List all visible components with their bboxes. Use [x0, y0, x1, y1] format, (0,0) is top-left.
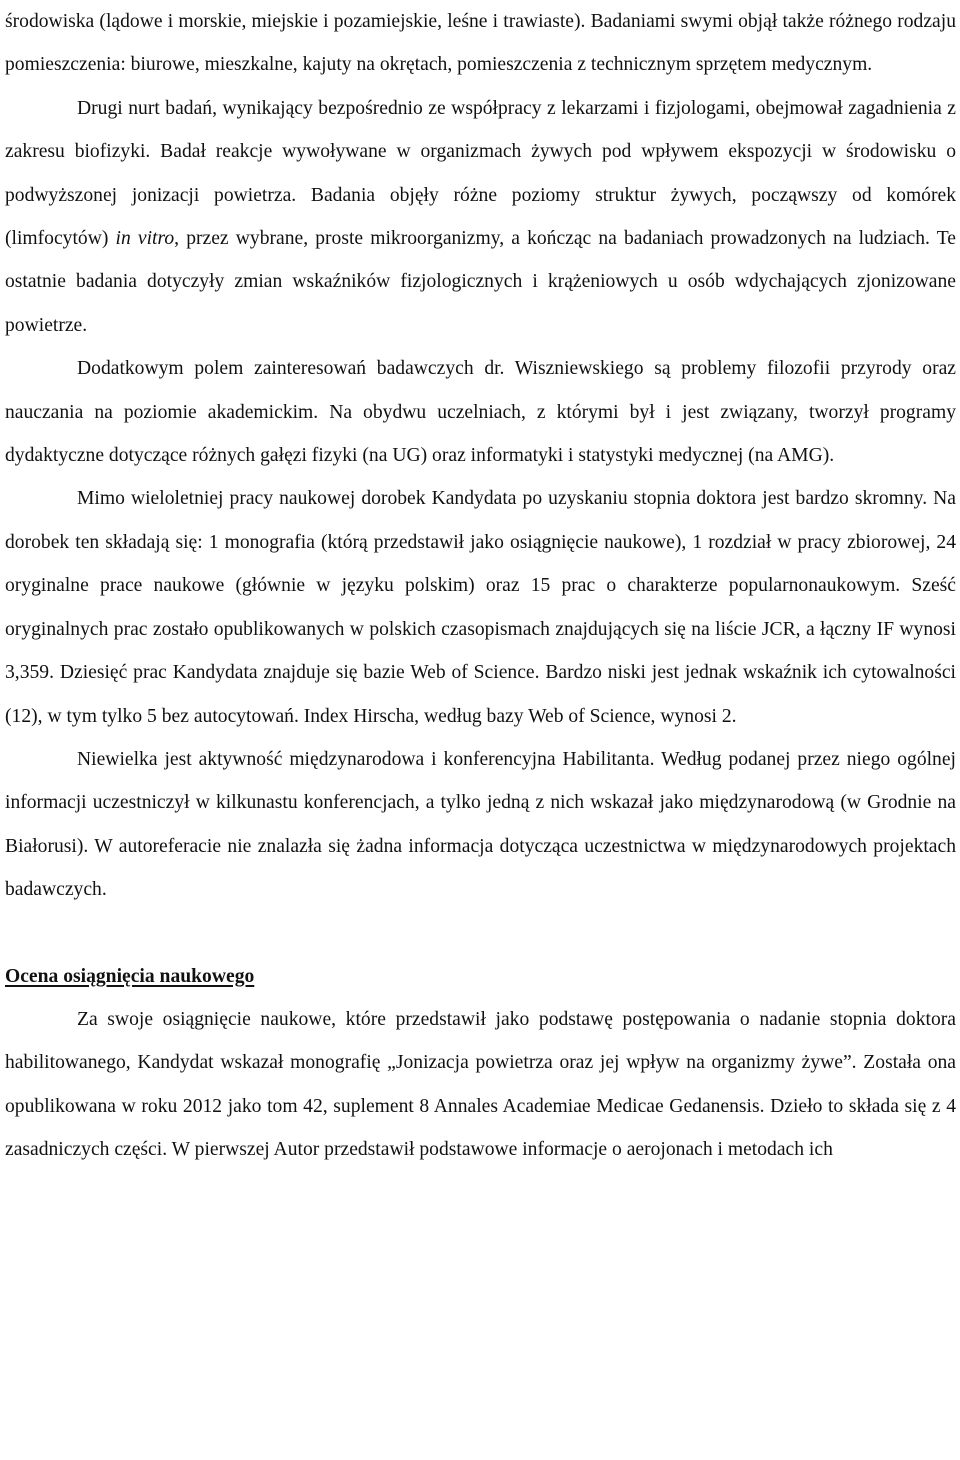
paragraph-text: Dodatkowym polem zainteresowań badawczych dr. Wiszniewskiego są problemy filozofii przyrody oraz nauczania na poziomie akademickim. Na obydwu uczelniach, z którymi był i jest związany, tworzył programy dydaktyczne dotyczące różnych gałęzi fizyki (na UG) oraz informatyki i statystyki medycznej (na AMG).	[5, 358, 956, 467]
section-heading: Ocena osiągnięcia naukowego	[5, 965, 255, 987]
paragraph-text: , przez wybrane, proste mikroorganizmy, a kończąc na badaniach prowadzonych na ludziach. Te ostatnie badania dotyczyły zmian wskaźników fizjologicznych i krążeniowych u osób wdychających zjonizowane powietrze.	[5, 228, 956, 336]
paragraph-international-activity	[5, 738, 956, 912]
document-page	[5, 0, 956, 1172]
paragraph-text: Mimo wieloletniej pracy naukowej dorobek Kandydata po uzyskaniu stopnia doktora jest bardzo skromny. Na dorobek ten składają się: 1 monografia (którą przedstawił jako osiągnięcie naukowe), 1 rozdział w pracy zbiorowej, 24 oryginalne prace naukowe (głównie w języku polskim) oraz 15 prac o charakterze popularnonaukowym. Sześć oryginalnych prac zostało opublikowanych w polskich czasopismach znajdujących się na liście JCR, a łączny IF wynosi 3,359. Dziesięć prac Kandydata znajduje się bazie Web of Science. Bardzo niski jest jednak wskaźnik ich cytowalności (12), w tym tylko 5 bez autocytowań. Index Hirscha, według bazy Web of Science, wynosi 2.	[5, 488, 956, 727]
paragraph-additional-interests	[5, 347, 956, 477]
italic-term-in-vitro: in vitro	[115, 228, 175, 250]
paragraph-biophysics-research	[5, 87, 956, 347]
paragraph-research-environments	[5, 0, 956, 87]
section-spacer	[5, 912, 956, 955]
paragraph-text: Za swoje osiągnięcie naukowe, które przedstawił jako podstawę postępowania o nadanie stopnia doktora habilitowanego, Kandydat wskazał monografię „Jonizacja powietrza oraz jej wpływ na organizmy żywe”. Została ona opublikowana w roku 2012 jako tom 42, suplement 8 Annales Academiae Medicae Gedanensis. Dzieło to składa się z 4 zasadniczych części. W pierwszej Autor przedstawił podstawowe informacje o aerojonach i metodach ich	[5, 1008, 956, 1161]
paragraph-text: środowiska (lądowe i morskie, miejskie i pozamiejskie, leśne i trawiaste). Badaniami swymi objął także różnego rodzaju pomieszczenia: biurowe, mieszkalne, kajuty na okrętach, pomieszczenia z technicznym sprzętem medycznym.	[5, 11, 956, 76]
paragraph-text: Niewielka jest aktywność międzynarodowa i konferencyjna Habilitanta. Według podanej przez niego ogólnej informacji uczestniczył w kilkunastu konferencjach, a tylko jedną z nich wskazał jako międzynarodową (w Grodnie na Białorusi). W autoreferacie nie znalazła się żadna informacja dotycząca uczestnictwa w międzynarodowych projektach badawczych.	[5, 748, 956, 901]
paragraph-publication-record	[5, 477, 956, 737]
paragraph-achievement-assessment	[5, 998, 956, 1172]
paragraph-text: Drugi nurt badań, wynikający bezpośrednio ze współpracy z lekarzami i fizjologami, obejmował zagadnienia z zakresu biofizyki. Badał reakcje wywoływane w organizmach żywych pod wpływem ekspozycji w środowisku o podwyższonej jonizacji powietrza. Badania objęły różne poziomy struktur żywych, począwszy od komórek (limfocytów)	[5, 97, 956, 250]
